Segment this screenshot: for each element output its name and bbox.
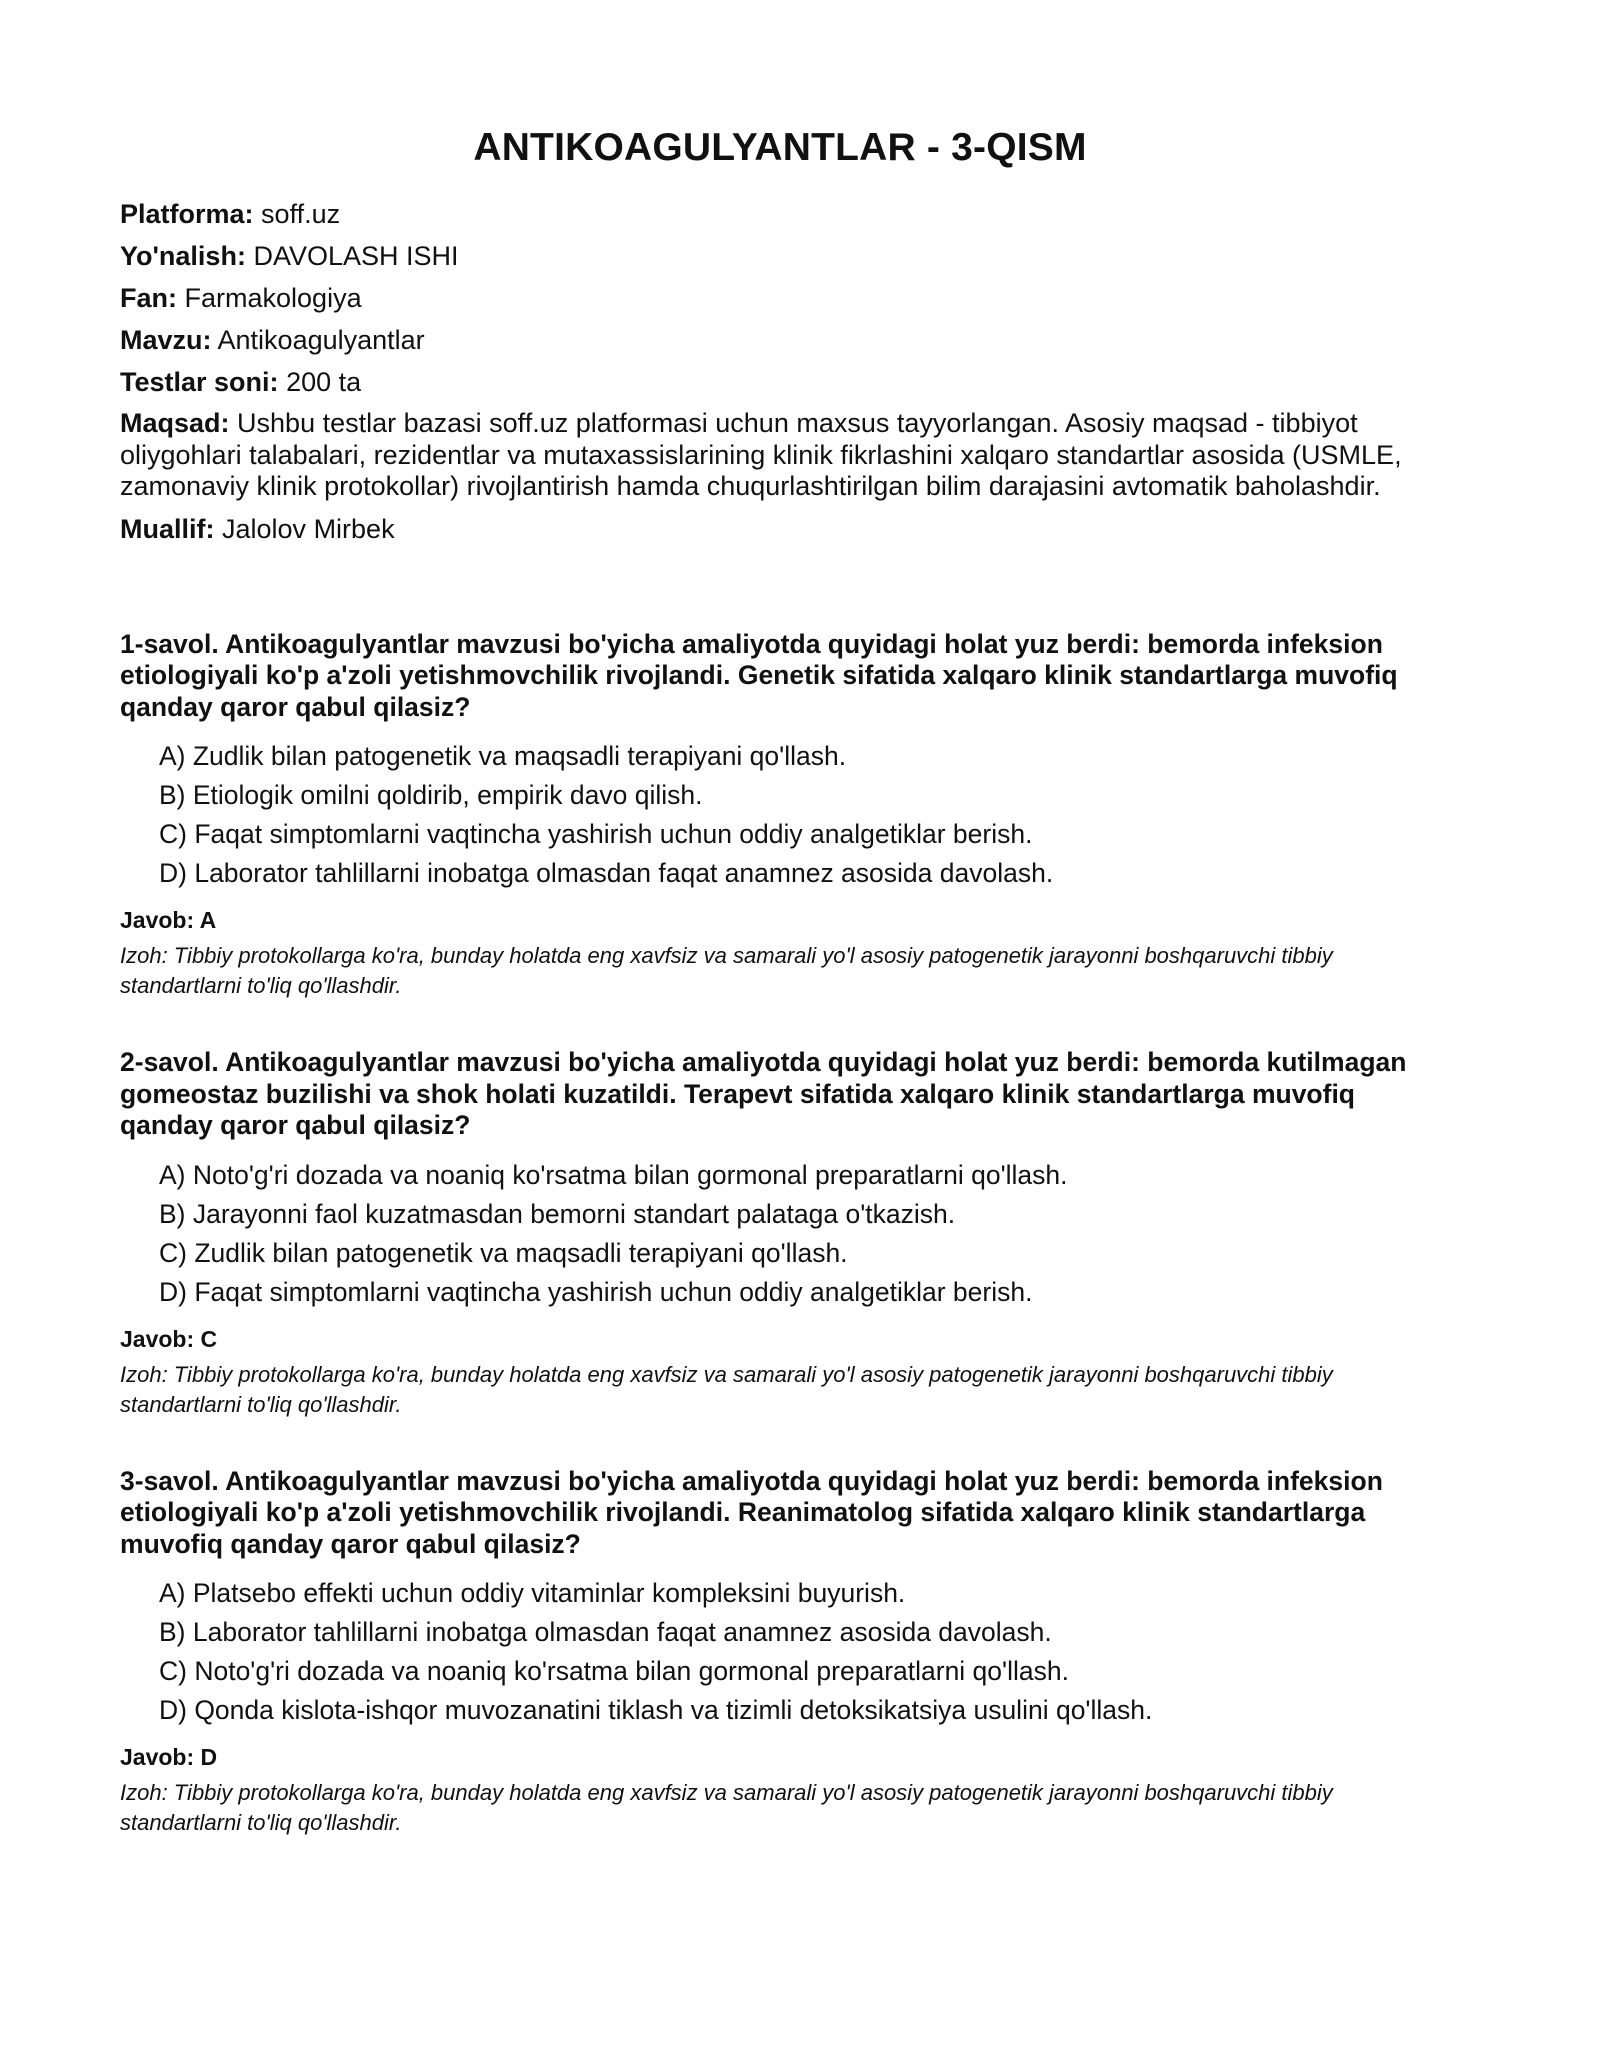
question-text: 2-savol. Antikoagulyantlar mavzusi bo'yicha amaliyotda quyidagi holat yuz berdi: bemorda kutilmagan gomeostaz buzilishi va shok holati kuzatildi. Terapevt sifatida xalqaro klinik standartlarga muvofiq qanday qaror qabul qilasiz? <box>120 1047 1407 1140</box>
option-d: D) Qonda kislota-ishqor muvozanatini tiklash va tizimli detoksikatsiya usulini qo'llash. <box>159 1695 1153 1725</box>
answer-label: Javob: D <box>120 1744 218 1770</box>
answer-label: Javob: C <box>120 1325 218 1352</box>
meta-label: Testlar soni: <box>120 367 279 397</box>
meta-label: Fan: <box>120 283 177 313</box>
meta-value: Jalolov Mirbek <box>222 513 395 544</box>
meta-label: Platforma: <box>120 199 254 229</box>
meta-subject <box>120 282 1440 314</box>
option-c: C) Zudlik bilan patogenetik va maqsadli terapiyani qo'llash. <box>159 1237 848 1268</box>
explanation-note: Izoh: Tibbiy protokollarga ko'ra, bunday holatda eng xavfsiz va samarali yo'l asosiy patogenetik jarayonni boshqaruvchi tibbiy standartlarni to'liq qo'llashdir. <box>120 943 1333 998</box>
option-list <box>120 1156 1440 1312</box>
option-a: A) Noto'g'ri dozada va noaniq ko'rsatma bilan gormonal preparatlarni qo'llash. <box>159 1159 1068 1190</box>
meta-test-count <box>120 366 1440 398</box>
meta-direction <box>120 240 1440 272</box>
document-title: ANTIKOAGULYANTLAR - 3-QISM <box>473 126 1087 169</box>
explanation-note: Izoh: Tibbiy protokollarga ko'ra, bunday holatda eng xavfsiz va samarali yo'l asosiy patogenetik jarayonni boshqaruvchi tibbiy standartlarni to'liq qo'llashdir. <box>120 1780 1333 1835</box>
option-b: B) Etiologik omilni qoldirib, empirik davo qilish. <box>159 780 703 810</box>
question-1 <box>120 629 1440 1002</box>
meta-value: DAVOLASH ISHI <box>253 241 459 271</box>
option-list <box>120 1574 1440 1730</box>
option-b: B) Laborator tahlillarni inobatga olmasdan faqat anamnez asosida davolash. <box>159 1617 1052 1647</box>
option-a: A) Zudlik bilan patogenetik va maqsadli terapiyani qo'llash. <box>159 741 847 771</box>
meta-value: Ushbu testlar bazasi soff.uz platformasi uchun maxsus tayyorlangan. Asosiy maqsad - tibbiyot oliygohlari talabalari, rezidentlar va mutaxassislarining klinik fikrlashini xalqaro standartlar asosida (USMLE, zamonaviy klinik protokollar) rivojlantirish hamda chuqurlashtirilgan bilim darajasini avtomatik baholashdir. <box>120 408 1402 501</box>
section-spacer <box>120 555 1440 629</box>
option-d: D) Faqat simptomlarni vaqtincha yashirish uchun oddiy analgetiklar berish. <box>159 1276 1033 1307</box>
option-d: D) Laborator tahlillarni inobatga olmasdan faqat anamnez asosida davolash. <box>159 858 1054 888</box>
option-c: C) Faqat simptomlarni vaqtincha yashirish uchun oddiy analgetiklar berish. <box>159 819 1033 849</box>
option-a: A) Platsebo effekti uchun oddiy vitaminlar kompleksini buyurish. <box>159 1578 906 1608</box>
meta-label: Muallif: <box>120 513 215 544</box>
question-text: 3-savol. Antikoagulyantlar mavzusi bo'yicha amaliyotda quyidagi holat yuz berdi: bemorda infeksion etiologiyali ko'p a'zoli yetishmovchilik rivojlandi. Reanimatolog sifatida xalqaro klinik standartlarga muvofiq qanday qaror qabul qilasiz? <box>120 1465 1383 1559</box>
meta-goal <box>120 408 1440 503</box>
document-page <box>120 118 1440 1884</box>
meta-platform <box>120 198 1440 230</box>
question-3 <box>120 1466 1440 1839</box>
question-2 <box>120 1047 1440 1420</box>
meta-topic <box>120 324 1440 356</box>
explanation-note: Izoh: Tibbiy protokollarga ko'ra, bunday holatda eng xavfsiz va samarali yo'l asosiy patogenetik jarayonni boshqaruvchi tibbiy standartlarni to'liq qo'llashdir. <box>120 1361 1333 1417</box>
meta-author <box>120 513 1440 545</box>
meta-value: Antikoagulyantlar <box>217 325 425 355</box>
meta-value: 200 ta <box>286 367 362 397</box>
meta-section <box>120 198 1440 545</box>
option-list <box>120 737 1440 893</box>
meta-label: Yo'nalish: <box>120 241 246 271</box>
meta-label: Maqsad: <box>120 408 230 438</box>
meta-value: soff.uz <box>261 199 341 229</box>
meta-value: Farmakologiya <box>184 283 362 313</box>
option-b: B) Jarayonni faol kuzatmasdan bemorni standart palataga o'tkazish. <box>159 1198 956 1229</box>
question-text: 1-savol. Antikoagulyantlar mavzusi bo'yicha amaliyotda quyidagi holat yuz berdi: bemorda infeksion etiologiyali ko'p a'zoli yetishmovchilik rivojlandi. Genetik sifatida xalqaro klinik standartlarga muvofiq qanday qaror qabul qilasiz? <box>120 628 1398 722</box>
meta-label: Mavzu: <box>120 325 212 355</box>
answer-label: Javob: A <box>120 907 217 933</box>
option-c: C) Noto'g'ri dozada va noaniq ko'rsatma bilan gormonal preparatlarni qo'llash. <box>159 1656 1069 1686</box>
